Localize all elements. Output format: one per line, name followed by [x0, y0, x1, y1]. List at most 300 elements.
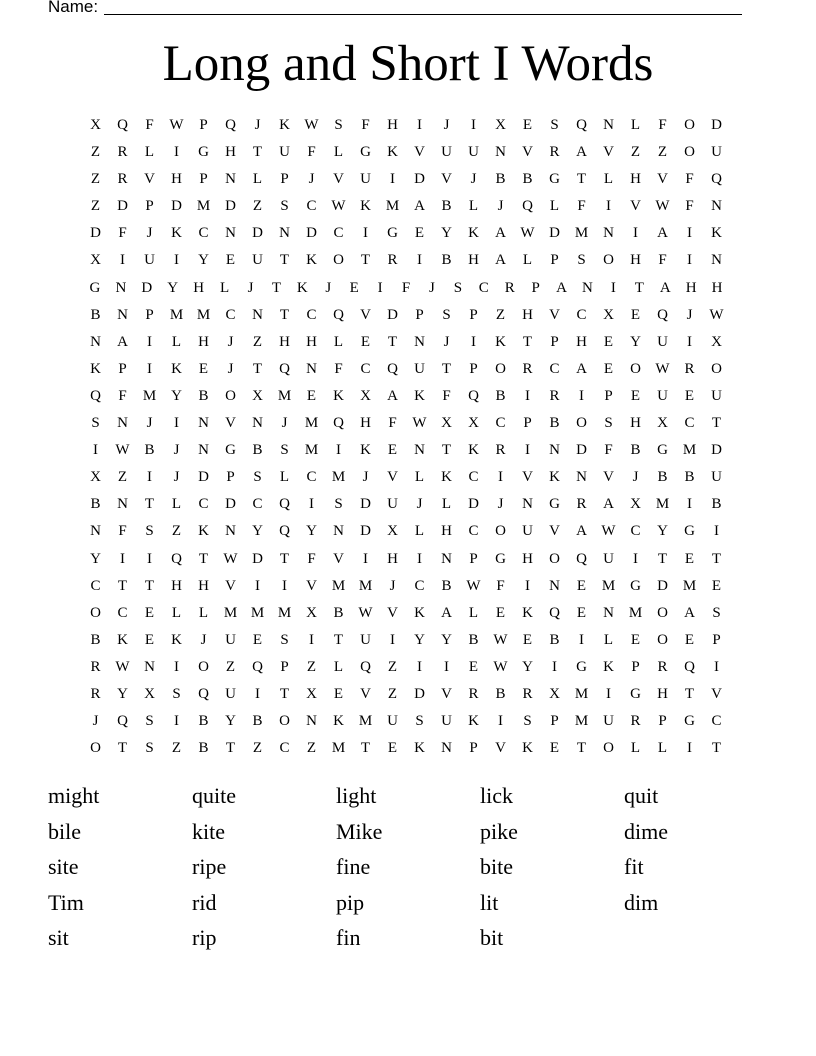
- grid-letter: A: [576, 360, 587, 377]
- grid-row: [82, 383, 730, 410]
- grid-letter: N: [711, 252, 722, 269]
- grid-letter: W: [709, 306, 724, 323]
- grid-letter: E: [468, 658, 479, 675]
- grid-letter: F: [361, 117, 370, 133]
- grid-letter: W: [493, 631, 508, 648]
- grid-letter: N: [549, 577, 560, 594]
- grid-letter: T: [711, 740, 722, 757]
- grid-letter: V: [387, 604, 398, 621]
- grid-letter: D: [657, 577, 668, 594]
- grid-letter: I: [174, 252, 179, 269]
- grid-letter: Q: [576, 550, 587, 567]
- grid-letter: R: [90, 658, 101, 675]
- grid-letter: K: [333, 713, 344, 730]
- grid-letter: M: [331, 469, 346, 486]
- grid-letter: E: [576, 604, 587, 621]
- grid-letter: P: [531, 279, 540, 296]
- grid-letter: S: [334, 496, 343, 513]
- grid-letter: M: [628, 604, 643, 621]
- grid-letter: R: [117, 144, 128, 161]
- grid-letter: Q: [225, 117, 236, 133]
- grid-letter: H: [657, 685, 668, 702]
- grid-letter: D: [468, 496, 479, 513]
- grid-letter: N: [576, 469, 587, 486]
- grid-letter: C: [306, 306, 317, 323]
- grid-letter: V: [387, 469, 398, 486]
- grid-letter: K: [171, 225, 182, 242]
- grid-letter: J: [686, 306, 693, 323]
- grid-row: [82, 491, 730, 518]
- grid-letter: H: [171, 577, 182, 594]
- grid-letter: J: [325, 279, 332, 296]
- grid-letter: S: [604, 415, 613, 432]
- grid-letter: Q: [549, 604, 560, 621]
- grid-letter: Y: [414, 631, 425, 648]
- grid-letter: W: [601, 523, 616, 540]
- grid-letter: L: [144, 144, 155, 161]
- grid-letter: S: [145, 713, 154, 730]
- grid-letter: J: [443, 117, 450, 133]
- grid-letter: I: [579, 387, 584, 404]
- grid-letter: H: [711, 279, 723, 296]
- grid-letter: R: [684, 360, 695, 377]
- grid-letter: M: [277, 387, 292, 404]
- grid-letter: N: [198, 415, 209, 432]
- grid-row: [82, 735, 730, 762]
- grid-letter: I: [390, 631, 395, 648]
- grid-letter: V: [441, 171, 452, 188]
- grid-letter: N: [414, 442, 425, 459]
- grid-letter: P: [145, 306, 154, 323]
- grid-letter: U: [711, 144, 722, 161]
- grid-letter: F: [118, 523, 127, 540]
- grid-letter: O: [90, 604, 101, 621]
- grid-letter: D: [90, 225, 101, 242]
- grid-letter: M: [250, 604, 265, 621]
- grid-letter: T: [279, 685, 290, 702]
- grid-letter: N: [225, 225, 236, 242]
- grid-letter: L: [603, 171, 614, 188]
- grid-letter: B: [252, 442, 263, 459]
- grid-letter: Y: [306, 523, 317, 540]
- grid-letter: G: [549, 496, 560, 513]
- grid-letter: J: [632, 469, 639, 486]
- grid-letter: F: [685, 171, 694, 188]
- grid-letter: K: [441, 469, 452, 486]
- grid-letter: L: [468, 604, 479, 621]
- grid-letter: T: [441, 442, 452, 459]
- grid-letter: N: [414, 333, 425, 350]
- grid-letter: J: [362, 469, 369, 486]
- grid-letter: X: [468, 415, 479, 432]
- grid-letter: P: [469, 740, 478, 757]
- grid-row: [82, 112, 730, 139]
- grid-letter: I: [525, 577, 530, 594]
- grid-letter: G: [576, 658, 587, 675]
- grid-letter: N: [117, 496, 128, 513]
- grid-letter: J: [497, 198, 504, 215]
- grid-letter: C: [414, 577, 425, 594]
- grid-letter: P: [118, 360, 127, 377]
- grid-letter: B: [711, 496, 722, 513]
- grid-letter: L: [219, 279, 230, 296]
- grid-letter: F: [658, 117, 667, 133]
- grid-letter: D: [414, 685, 425, 702]
- grid-letter: M: [331, 577, 346, 594]
- name-label: Name:: [48, 0, 99, 16]
- grid-letter: Y: [90, 550, 101, 567]
- grid-letter: C: [117, 604, 128, 621]
- grid-letter: K: [306, 252, 317, 269]
- grid-letter: O: [603, 252, 614, 269]
- grid-letter: E: [522, 117, 533, 133]
- grid-letter: E: [630, 631, 641, 648]
- grid-letter: D: [225, 198, 236, 215]
- grid-row: [82, 627, 730, 654]
- grid-letter: E: [306, 387, 317, 404]
- grid-letter: S: [280, 442, 289, 459]
- grid-letter: G: [549, 171, 560, 188]
- grid-letter: N: [117, 415, 128, 432]
- grid-letter: P: [469, 360, 478, 377]
- grid-letter: H: [171, 171, 182, 188]
- grid-letter: I: [174, 658, 179, 675]
- grid-letter: I: [687, 333, 692, 350]
- grid-letter: I: [417, 252, 422, 269]
- grid-letter: L: [468, 198, 479, 215]
- grid-letter: S: [253, 469, 262, 486]
- grid-letter: Q: [522, 198, 533, 215]
- grid-letter: N: [603, 117, 614, 133]
- grid-letter: R: [117, 171, 128, 188]
- grid-letter: I: [714, 523, 719, 540]
- grid-letter: U: [522, 523, 533, 540]
- grid-letter: G: [684, 523, 695, 540]
- grid-letter: N: [144, 658, 155, 675]
- grid-letter: Q: [576, 117, 587, 133]
- grid-letter: L: [414, 523, 425, 540]
- grid-letter: W: [655, 360, 670, 377]
- grid-letter: A: [414, 198, 425, 215]
- grid-letter: S: [280, 198, 289, 215]
- grid-letter: U: [711, 469, 722, 486]
- grid-letter: A: [556, 279, 567, 296]
- grid-letter: G: [495, 550, 506, 567]
- grid-letter: T: [279, 550, 290, 567]
- grid-letter: X: [90, 252, 101, 269]
- grid-letter: R: [468, 685, 479, 702]
- grid-letter: R: [576, 496, 587, 513]
- grid-letter: K: [360, 198, 371, 215]
- grid-letter: R: [522, 360, 533, 377]
- grid-letter: B: [441, 252, 452, 269]
- grid-letter: J: [146, 415, 153, 432]
- grid-letter: J: [173, 442, 180, 459]
- grid-letter: E: [252, 631, 263, 648]
- grid-letter: R: [522, 685, 533, 702]
- grid-letter: L: [603, 631, 614, 648]
- grid-letter: A: [659, 279, 671, 296]
- grid-row: [82, 410, 730, 437]
- grid-letter: W: [169, 117, 184, 133]
- grid-letter: V: [711, 685, 722, 702]
- grid-letter: E: [225, 252, 236, 269]
- grid-letter: R: [657, 658, 668, 675]
- grid-letter: S: [145, 523, 154, 540]
- grid-letter: B: [90, 496, 101, 513]
- grid-letter: Z: [90, 198, 101, 215]
- grid-row: [82, 464, 730, 491]
- grid-letter: D: [117, 198, 128, 215]
- grid-letter: W: [466, 577, 481, 594]
- grid-letter: T: [522, 333, 533, 350]
- grid-row: [82, 139, 730, 166]
- grid-letter: N: [252, 415, 263, 432]
- grid-letter: Y: [167, 279, 179, 296]
- grid-letter: V: [144, 171, 155, 188]
- grid-letter: T: [576, 740, 587, 757]
- word-list-item: dime: [624, 818, 668, 844]
- grid-letter: W: [493, 658, 508, 675]
- grid-letter: I: [309, 631, 314, 648]
- grid-letter: S: [172, 685, 181, 702]
- grid-letter: O: [495, 360, 506, 377]
- grid-letter: T: [711, 550, 722, 567]
- grid-letter: G: [198, 144, 209, 161]
- grid-letter: Q: [711, 171, 722, 188]
- grid-letter: P: [280, 171, 289, 188]
- grid-letter: S: [91, 415, 100, 432]
- grid-letter: N: [115, 279, 127, 296]
- grid-letter: J: [247, 279, 254, 296]
- grid-letter: N: [495, 144, 506, 161]
- grid-letter: H: [306, 333, 317, 350]
- grid-letter: U: [711, 387, 722, 404]
- grid-letter: X: [90, 117, 101, 133]
- grid-letter: P: [631, 658, 640, 675]
- grid-letter: P: [658, 713, 667, 730]
- grid-letter: M: [358, 713, 373, 730]
- grid-letter: T: [144, 496, 155, 513]
- grid-letter: A: [387, 387, 398, 404]
- grid-letter: K: [279, 117, 290, 133]
- grid-letter: Q: [657, 306, 668, 323]
- grid-letter: M: [304, 415, 319, 432]
- grid-letter: P: [469, 306, 478, 323]
- grid-letter: T: [144, 577, 155, 594]
- grid-letter: P: [550, 252, 559, 269]
- grid-letter: D: [171, 198, 182, 215]
- grid-letter: H: [198, 333, 209, 350]
- grid-letter: I: [525, 387, 530, 404]
- grid-letter: T: [279, 306, 290, 323]
- grid-letter: W: [331, 198, 346, 215]
- grid-letter: T: [684, 685, 695, 702]
- grid-letter: N: [225, 171, 236, 188]
- grid-letter: H: [630, 252, 641, 269]
- grid-letter: M: [574, 225, 589, 242]
- grid-letter: X: [306, 604, 317, 621]
- grid-letter: C: [306, 469, 317, 486]
- grid-letter: Y: [171, 387, 182, 404]
- grid-letter: I: [444, 658, 449, 675]
- grid-letter: K: [333, 387, 344, 404]
- grid-letter: R: [90, 685, 101, 702]
- grid-letter: V: [495, 740, 506, 757]
- grid-letter: O: [495, 523, 506, 540]
- grid-letter: N: [549, 442, 560, 459]
- word-list-item: Tim: [48, 889, 84, 915]
- grid-letter: Y: [441, 631, 452, 648]
- grid-letter: V: [522, 144, 533, 161]
- grid-letter: C: [225, 306, 236, 323]
- grid-letter: P: [145, 198, 154, 215]
- grid-letter: X: [630, 496, 641, 513]
- grid-letter: Y: [225, 713, 236, 730]
- grid-letter: F: [685, 198, 694, 215]
- grid-letter: L: [171, 604, 182, 621]
- grid-letter: N: [603, 225, 614, 242]
- grid-letter: E: [144, 631, 155, 648]
- grid-letter: M: [385, 198, 400, 215]
- grid-letter: J: [470, 171, 477, 188]
- word-list-item: quite: [192, 783, 236, 808]
- grid-letter: M: [196, 198, 211, 215]
- grid-letter: T: [271, 279, 281, 296]
- word-list-item: Mike: [336, 818, 383, 844]
- grid-letter: N: [603, 604, 614, 621]
- grid-letter: J: [308, 171, 315, 188]
- grid-letter: E: [684, 631, 695, 648]
- grid-letter: N: [522, 496, 533, 513]
- grid-letter: L: [414, 469, 425, 486]
- grid-letter: O: [279, 713, 290, 730]
- grid-letter: H: [198, 577, 209, 594]
- grid-letter: E: [198, 360, 209, 377]
- grid-letter: B: [441, 577, 452, 594]
- grid-letter: F: [307, 550, 316, 567]
- grid-letter: Q: [279, 523, 290, 540]
- grid-letter: I: [93, 442, 98, 459]
- grid-letter: U: [657, 333, 668, 350]
- grid-letter: C: [549, 360, 560, 377]
- grid-letter: D: [198, 469, 209, 486]
- grid-letter: L: [522, 252, 533, 269]
- grid-letter: F: [118, 387, 127, 404]
- grid-letter: Q: [279, 496, 290, 513]
- grid-letter: I: [255, 685, 260, 702]
- grid-letter: B: [495, 685, 506, 702]
- grid-letter: F: [496, 577, 505, 594]
- grid-letter: R: [630, 713, 641, 730]
- grid-letter: I: [309, 496, 314, 513]
- grid-letter: J: [227, 360, 234, 377]
- grid-letter: V: [630, 198, 641, 215]
- grid-letter: Q: [279, 360, 290, 377]
- grid-letter: E: [495, 604, 506, 621]
- grid-letter: K: [171, 360, 182, 377]
- grid-letter: Q: [684, 658, 695, 675]
- grid-letter: J: [173, 469, 180, 486]
- grid-letter: I: [687, 496, 692, 513]
- word-list-item: kite: [192, 818, 225, 844]
- grid-letter: H: [630, 415, 641, 432]
- grid-letter: O: [711, 360, 722, 377]
- grid-letter: Z: [657, 144, 668, 161]
- grid-row: [82, 681, 730, 708]
- grid-letter: D: [306, 225, 317, 242]
- grid-letter: B: [630, 442, 641, 459]
- word-list-item: lick: [480, 783, 513, 808]
- grid-letter: I: [377, 279, 383, 296]
- grid-letter: O: [198, 658, 209, 675]
- grid-letter: T: [333, 631, 344, 648]
- grid-letter: U: [387, 713, 398, 730]
- word-list-item: bite: [480, 854, 513, 880]
- grid-letter: Q: [171, 550, 182, 567]
- grid-letter: Q: [360, 658, 371, 675]
- grid-letter: I: [471, 333, 476, 350]
- grid-letter: G: [630, 685, 641, 702]
- grid-letter: P: [199, 171, 208, 188]
- grid-letter: M: [142, 387, 157, 404]
- grid-letter: I: [633, 550, 638, 567]
- grid-letter: N: [252, 306, 263, 323]
- grid-letter: M: [196, 306, 211, 323]
- grid-letter: Z: [90, 171, 101, 188]
- word-list-item: fine: [336, 854, 371, 880]
- grid-letter: Y: [252, 523, 263, 540]
- grid-letter: S: [550, 117, 559, 133]
- grid-letter: U: [279, 144, 290, 161]
- grid-letter: B: [90, 631, 101, 648]
- grid-letter: A: [441, 604, 452, 621]
- grid-letter: B: [684, 469, 695, 486]
- grid-letter: Q: [333, 306, 344, 323]
- grid-letter: N: [90, 333, 101, 350]
- grid-row: [82, 708, 730, 735]
- page-title: Long and Short I Words: [162, 36, 654, 92]
- grid-letter: I: [687, 252, 692, 269]
- grid-letter: V: [306, 577, 317, 594]
- grid-letter: I: [714, 658, 719, 675]
- grid-letter: K: [414, 740, 425, 757]
- grid-letter: L: [198, 604, 209, 621]
- grid-letter: U: [387, 496, 398, 513]
- grid-letter: U: [225, 631, 236, 648]
- grid-letter: I: [336, 442, 341, 459]
- grid-letter: J: [416, 496, 423, 513]
- grid-row: [82, 166, 730, 193]
- grid-letter: B: [495, 387, 506, 404]
- grid-letter: I: [498, 713, 503, 730]
- grid-letter: A: [603, 496, 614, 513]
- grid-letter: W: [115, 658, 130, 675]
- grid-letter: H: [193, 279, 205, 296]
- word-list: [48, 780, 768, 958]
- grid-letter: I: [417, 117, 422, 133]
- grid-letter: L: [657, 740, 668, 757]
- grid-letter: X: [90, 469, 101, 486]
- grid-letter: W: [223, 550, 238, 567]
- word-list-item: pip: [336, 889, 365, 915]
- grid-letter: G: [630, 577, 641, 594]
- grid-letter: K: [468, 713, 479, 730]
- grid-letter: P: [415, 306, 424, 323]
- grid-letter: N: [90, 523, 101, 540]
- grid-letter: P: [550, 713, 559, 730]
- grid-letter: P: [226, 469, 235, 486]
